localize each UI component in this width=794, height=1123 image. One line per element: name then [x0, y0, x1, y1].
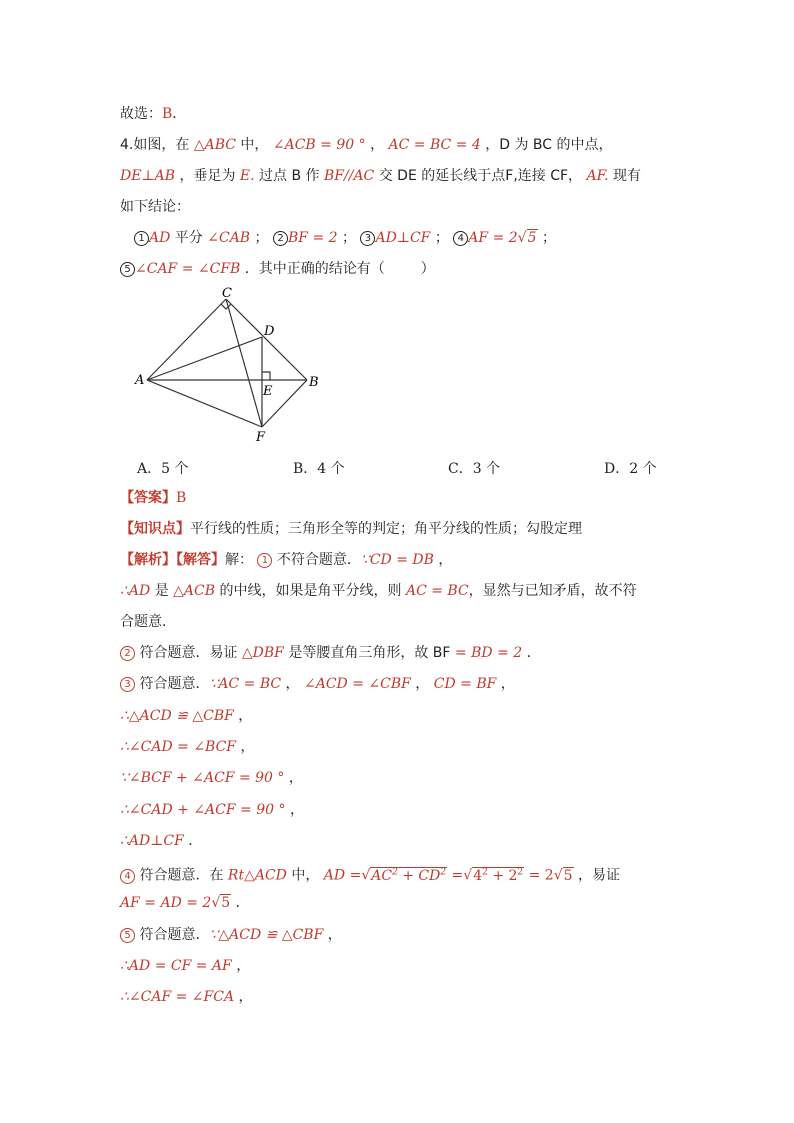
analysis-line-13: 5 符合题意．∵△ACD ≌ △CBF ， [120, 925, 342, 945]
option-c[interactable]: C．3 个 [448, 461, 501, 477]
analysis-line-15: ∴∠CAF = ∠FCA ， [120, 989, 253, 1005]
analysis-line-9: ∴∠CAD + ∠ACF = 90 ° ， [120, 802, 304, 818]
analysis-line-5: 3 符合题意．∵AC = BC ， ∠ACD = ∠CBF ， CD = BF ， [120, 674, 515, 694]
question-line-3: 如下结论： [120, 199, 190, 215]
answer-line [120, 488, 186, 508]
circled-3: 3 [360, 231, 375, 246]
question-line-5: 5 ∠CAF = ∠CFB ．其中正确的结论有（ ） [120, 259, 435, 279]
label-A: A [135, 373, 145, 388]
knowledge-tag: 【知识点】 [120, 521, 190, 537]
analysis-line-7: ∴∠CAD = ∠BCF ， [120, 739, 255, 755]
circled-5: 5 [120, 262, 135, 277]
question-line-4: 1 AD 平分 ∠CAB ； 2 BF = 2 ； 3 AD⊥CF ； 4 AF = 2√5 ； [134, 228, 556, 248]
analysis-line-10: ∴AD⊥CF ． [120, 833, 203, 849]
label-C: C [222, 286, 232, 301]
label-D: D [264, 324, 275, 339]
answer-tag: 【答案】 [120, 490, 176, 506]
prev-conclusion: 故选：B． [120, 106, 187, 122]
analysis-line-14: ∴AD = CF = AF ， [120, 958, 251, 974]
analysis-tag: 【解析】【解答】 [120, 552, 225, 568]
label-F: F [256, 430, 266, 445]
answer-value: B [176, 490, 187, 506]
question-line-1: 4.如图，在 △ABC 中， ∠ACB = 90 ° ， AC = BC = 4 ，D 为 BC 的中点， [120, 137, 613, 153]
option-a[interactable]: A．5 个 [137, 461, 189, 477]
prev-answer: B [162, 106, 173, 122]
circled-4: 4 [453, 231, 468, 246]
label-E: E [263, 384, 273, 399]
option-d[interactable]: D．2 个 [604, 461, 657, 477]
circled-1: 1 [134, 231, 149, 246]
analysis-line-3: 合题意． [120, 614, 176, 630]
analysis-line-6: ∴△ACD ≌ △CBF ， [120, 708, 253, 724]
analysis-line-1: 【解析】【解答】解： 1 不符合题意．∵CD = DB ， [120, 552, 453, 568]
analysis-line-4: 2 符合题意．易证 △DBF 是等腰直角三角形，故 BF = BD = 2 ． [120, 643, 541, 663]
label-B: B [309, 375, 319, 390]
question-line-2: DE⊥AB ，垂足为 E. 过点 B 作 BF//AC 交 DE 的延长线于点F,连接 CF， AF. 现有 [120, 168, 642, 184]
circled-2: 2 [273, 231, 288, 246]
analysis-line-2: ∴AD 是 △ACB 的中线，如果是角平分线，则 AC = BC，显然与已知矛盾，故不符 [120, 583, 637, 599]
knowledge-line: 【知识点】平行线的性质；三角形全等的判定；角平分线的性质；勾股定理 [120, 521, 582, 537]
analysis-line-8: ∵∠BCF + ∠ACF = 90 ° ， [120, 770, 303, 786]
analysis-line-11: 4 符合题意．在 Rt△ACD 中， AD $=√AC^2 + CD^2 =√4^2 + 2^2 = 2√5$ ，易证 [120, 862, 620, 886]
option-b[interactable]: B．4 个 [293, 461, 345, 477]
analysis-line-12: AF = AD = 2√5 ． [120, 895, 250, 911]
